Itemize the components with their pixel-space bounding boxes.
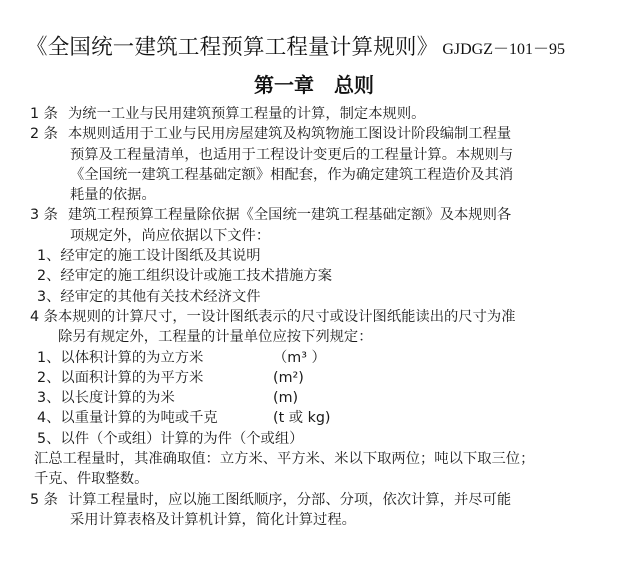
- article-3-item: [0, 287, 628, 307]
- summary-line: 汇总工程量时，其准确取值：立方米、平方米、米以下取两位；吨以下取三位；: [34, 451, 535, 468]
- unit-rule-item: [0, 368, 628, 388]
- list-item: 3、经审定的其他有关技术经济文件: [37, 288, 261, 305]
- article-2: [0, 124, 628, 144]
- unit-rule-label: 3、以长度计算的为米: [37, 390, 175, 407]
- document-title: [26, 30, 565, 61]
- document-code: GJDGZ－101－95: [442, 41, 565, 58]
- unit-rule-label: 4、以重量计算的为吨或千克: [37, 410, 218, 427]
- article-text-line: 《全国统一建筑工程基础定额》相配套，作为确定建筑工程造价及其消: [70, 166, 514, 183]
- article-2-cont: [0, 145, 628, 165]
- article-text-line: 采用计算表格及计算机计算，简化计算过程。: [70, 511, 356, 528]
- document-body: [0, 104, 628, 530]
- article-3-item: [0, 266, 628, 286]
- article-text-line: 建筑工程预算工程量除依据《全国统一建筑工程基础定额》及本规则各: [68, 207, 512, 224]
- chapter-heading: 第一章 总则: [254, 73, 374, 97]
- article-number: 1 条: [30, 106, 58, 122]
- article-4-summary: [0, 449, 628, 469]
- article-4: [0, 307, 628, 327]
- article-number: 4 条: [30, 308, 58, 325]
- unit-rule-unit: （m³ ）: [273, 349, 326, 366]
- document-title-text: 《全国统一建筑工程预算工程量计算规则》: [26, 35, 439, 60]
- summary-line: 千克、件取整数。: [34, 471, 149, 488]
- list-item: 2、经审定的施工组织设计或施工技术措施方案: [37, 268, 333, 285]
- article-5-cont: [0, 510, 628, 530]
- article-number: 2 条: [30, 126, 58, 143]
- list-item: 1、经审定的施工设计图纸及其说明: [37, 248, 261, 265]
- article-3-item: [0, 246, 628, 266]
- unit-rule-item: [0, 348, 628, 368]
- article-1: [0, 104, 628, 124]
- article-text-line: 除另有规定外，工程量的计量单位应按下列规定：: [58, 329, 373, 346]
- article-4-summary: [0, 469, 628, 489]
- article-3: [0, 205, 628, 225]
- article-2-cont: [0, 185, 628, 205]
- unit-rule-label: 5、以件（个或组）计算的为件（个或组）: [37, 430, 304, 447]
- article-text-line: 预算及工程量清单，也适用于工程设计变更后的工程量计算。本规则与: [70, 146, 514, 163]
- article-2-cont: [0, 165, 628, 185]
- unit-rule-unit: (m²): [273, 369, 304, 386]
- unit-rule-item: [0, 429, 628, 449]
- article-3-cont: [0, 226, 628, 246]
- unit-rule-unit: (t 或 kg): [273, 410, 331, 427]
- article-text-line: 项规定外，尚应依据以下文件：: [70, 227, 271, 244]
- article-text-line: 为统一工业与民用建筑预算工程量的计算，制定本规则。: [68, 106, 426, 122]
- article-text-line: 本规则的计算尺寸，一设计图纸表示的尺寸或设计图纸能读出的尺寸为准: [58, 308, 516, 325]
- unit-rule-label: 1、以体积计算的为立方米: [37, 349, 204, 366]
- article-4-cont: [0, 327, 628, 347]
- unit-rule-label: 2、以面积计算的为平方米: [37, 369, 204, 386]
- article-number: 5 条: [30, 491, 58, 508]
- unit-rule-item: [0, 388, 628, 408]
- article-text-line: 本规则适用于工业与民用房屋建筑及构筑物施工图设计阶段编制工程量: [68, 126, 512, 143]
- article-number: 3 条: [30, 207, 58, 224]
- unit-rule-unit: (m): [273, 390, 299, 407]
- article-text-line: 耗量的依据。: [70, 187, 156, 204]
- article-text-line: 计算工程量时，应以施工图纸顺序，分部、分项，依次计算，并尽可能: [68, 491, 512, 508]
- article-5: [0, 490, 628, 510]
- unit-rule-item: [0, 408, 628, 428]
